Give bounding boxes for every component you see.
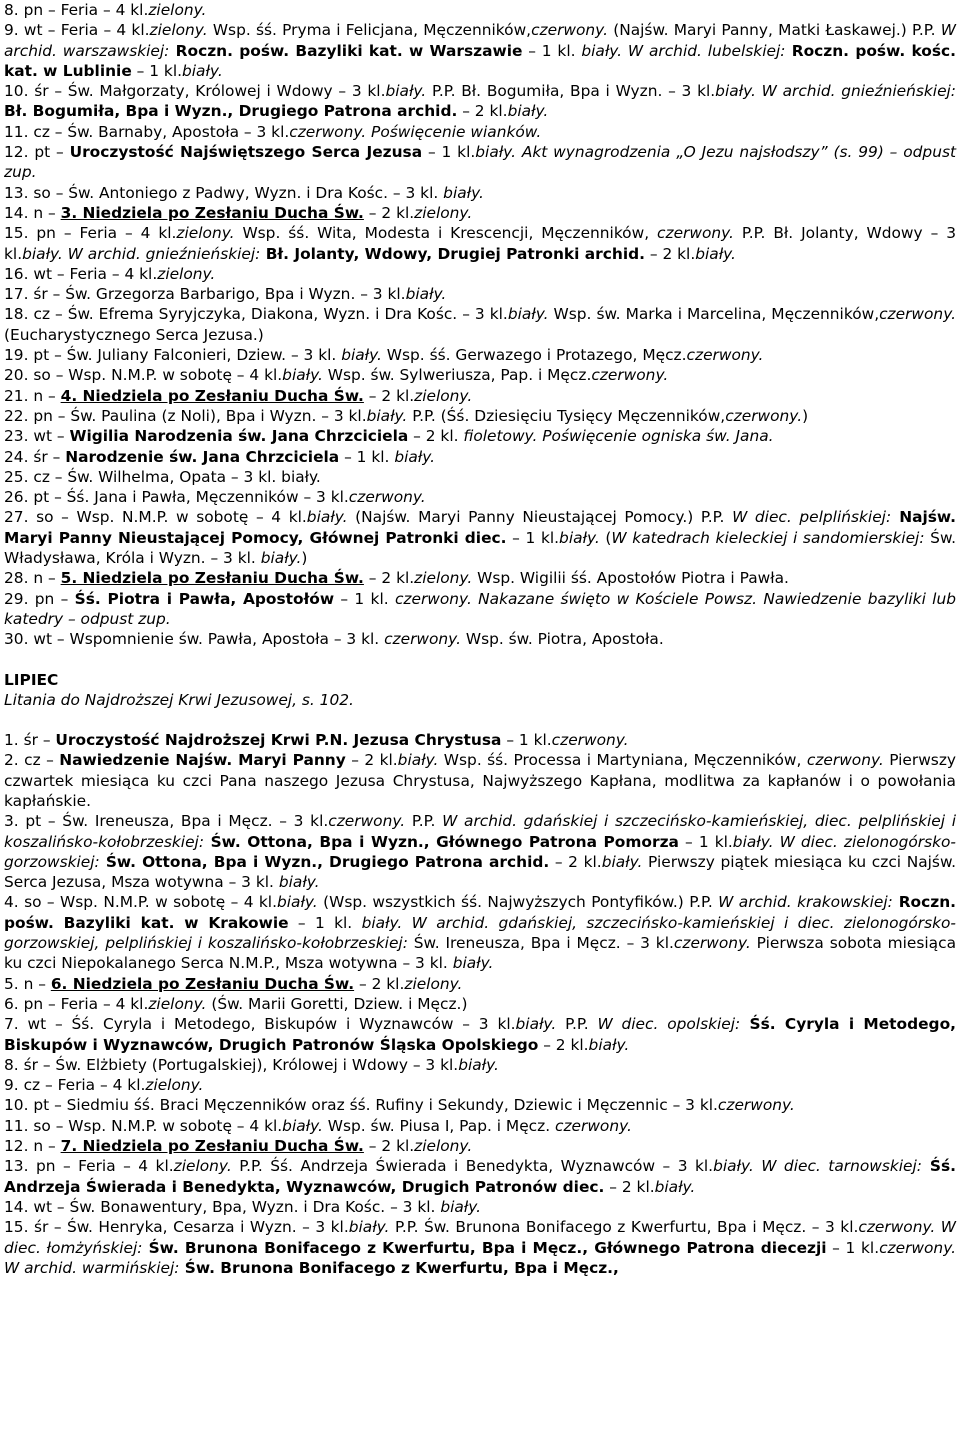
entry-text: 2. cz – [4,751,60,770]
calendar-entry [4,568,956,588]
entry-text: 15. śr – Św. Henryka, Cesarza i Wyzn. – 3 kl. [4,1218,349,1237]
entry-text: biały. [452,954,494,973]
entry-text: Św. Ireneusza, Bpa i Męcz. – 3 kl. [407,934,674,953]
entry-text: 6. pn – Feria – 4 kl. [4,994,149,1013]
entry-text: Wsp. Wigilii śś. Apostołów Piotra i Pawła. [472,569,789,588]
entry-text: ) [802,406,809,425]
entry-text: czerwony. [348,488,426,507]
entry-text: czerwony. Nakazane święto w Kościele Powsz. Nawiedzenie bazyliki lub katedry – odpust zup. [4,589,956,628]
entry-text: P.P. [556,1015,598,1034]
entry-text: zielony. [148,1,207,19]
entry-text: 10. pt – Siedmiu śś. Braci Męczenników oraz śś. Rufiny i Sekundy, Dziewic i Męczennic – 3 kl. [4,1096,718,1115]
spacer [4,710,956,730]
spacer [4,650,956,670]
entry-text: Najśw. Maryi Panny Nieustającej Pomocy, Głównej Patronki diec. [4,508,957,547]
entry-text: 26. pt – Śś. Jana i Pawła, Męczenników – 3 kl. [4,488,349,507]
calendar-entry [4,264,956,284]
entry-text: biały. [282,366,323,385]
entry-text: 3. pt – Św. Ireneusza, Bpa i Męcz. – 3 kl. [4,812,329,831]
entry-text: ) [301,549,308,568]
calendar-entry [4,122,956,142]
entry-text: – 1 kl. [422,143,476,162]
entry-text: 13. so – Św. Antoniego z Padwy, Wyzn. i Dra Kośc. – 3 kl. [4,183,444,202]
entry-text: 20. so – Wsp. N.M.P. w sobotę – 4 kl. [4,366,283,385]
entry-text: 3. Niedziela po Zesłaniu Ducha Św. [60,203,364,222]
entry-text: biały. [394,447,436,466]
entry-text: zielony. [148,994,207,1013]
entry-text: Św. Ottona, Bpa i Wyzn., Głównego Patrona Pomorza [204,832,679,851]
entry-text: biały. [443,183,484,202]
entry-text: – 1 kl. [506,528,560,547]
entry-text: zielony. [176,224,235,243]
calendar-entry [4,426,956,446]
entry-text: Pierwszy czwartek miesiąca ku czci Pana naszego Jezusa Chrystusa, Najwyższego Kapłana, modlitwa za kapłanów i o powołania kapłańskie. [4,751,957,810]
calendar-entry [4,183,956,203]
entry-text: biały. [348,1218,390,1237]
calendar-entry [4,892,956,973]
calendar-entry [4,406,956,426]
calendar-entry [4,20,956,81]
calendar-entry [4,994,956,1014]
entry-text: W archid. gdańskiej i szczecińsko-kamieńskiej, diec. pelplińskiej i koszalińsko-kołobrzeskiej: [4,812,957,851]
entry-text: P.P. [405,812,443,831]
entry-text: 7. Niedziela po Zesłaniu Ducha Św. [60,1137,364,1156]
entry-text: P.P. Śś. Andrzeja Świerada i Benedykta, Wyznawców – 3 kl. [231,1157,714,1176]
entry-text: Bł. Bogumiła, Bpa i Wyzn., Drugiego Patrona archid. [4,102,458,121]
entry-text: 19. pt – Św. Juliany Falconieri, Dziew. – 3 kl. [4,346,342,365]
calendar-entry [4,487,956,507]
entry-text: czerwony. [673,934,751,953]
calendar-entry [4,1197,956,1217]
entry-text: 8. pn – Feria – 4 kl. [4,1,149,19]
entry-text: zielony. [157,264,216,283]
entry-text: – 2 kl. [345,751,398,770]
entry-text: Św. Brunona Bonifacego z Kwerfurtu, Bpa i Męcz., Głównego Patrona diecezji [142,1238,827,1257]
entry-text: czerwony. W diec. łomżyńskiej: [4,1218,956,1257]
entry-text: 9. cz – Feria – 4 kl. [4,1076,146,1095]
entry-text: Śś. Piotra i Pawła, Apostołów [74,589,335,608]
calendar-entry [4,365,956,385]
entry-text: zielony. [149,21,208,40]
entry-text: biały. [182,61,223,80]
entry-text: czerwony. [879,305,956,324]
entry-text: Bł. Jolanty, Wdowy, Drugiej Patronki archid. [260,244,645,263]
entry-text: biały. [260,549,302,568]
entry-text: – 2 kl. [408,427,464,446]
calendar-entry [4,750,956,811]
entry-text: biały. W diec. tarnowskiej: [713,1157,922,1176]
entry-text: (Św. Marii Goretti, Dziew. i Męcz.) [206,994,468,1013]
entry-text: biały. [397,751,439,770]
entry-text: Narodzenie św. Jana Chrzciciela [65,447,340,466]
entry-text: biały. [306,508,348,527]
calendar-entry [4,467,956,487]
entry-text: czerwony. [555,1116,632,1135]
entry-text: W katedrach kieleckiej i sandomierskiej: [611,528,925,547]
entry-text: 23. wt – [4,427,70,446]
entry-text: biały. [507,305,549,324]
calendar-entry [4,1095,956,1115]
entry-text: ( [599,528,612,547]
entry-text: W archid. krakowskiej: [718,893,893,912]
calendar-entry [4,589,956,630]
entry-text: (Wsp. wszystkich śś. Najwyższych Pontyfików.) P.P. [317,893,719,912]
entry-text: W diec. pelplińskiej: [732,508,892,527]
entry-text: 5. n – [4,974,51,993]
entry-text: Św. Ottona, Bpa i Wyzn., Drugiego Patrona archid. [99,852,550,871]
entry-text: czerwony. [328,812,406,831]
entry-text: 14. n – [4,203,61,222]
entry-text: biały. [458,1055,499,1074]
entry-text: biały. W archid. lubelskiej: [581,41,786,60]
entry-text: biały. [654,1177,696,1196]
entry-text: zielony. [145,1076,204,1095]
entry-text: biały. [282,1116,323,1135]
calendar-entry [4,345,956,365]
entry-text: 27. so – Wsp. N.M.P. w sobotę – 4 kl. [4,508,307,527]
entry-text: biały. W diec. zielonogórsko-gorzowskiej: [4,832,956,871]
calendar-entry [4,1014,956,1055]
entry-text: Św. Brunona Bonifacego z Kwerfurtu, Bpa i Męcz., [179,1258,619,1277]
entry-text: biały. [695,244,736,263]
entry-text: – 1 kl. [678,832,733,851]
calendar-entry [4,974,956,994]
calendar-entry [4,142,956,183]
entry-text: 1. śr – [4,731,56,750]
entry-text: biały. W archid. gnieźnieńskiej: [715,82,956,101]
entry-text: – 2 kl. [538,1035,589,1054]
entry-text: P.P. Bł. Bogumiła, Bpa i Wyzn. – 3 kl. [426,82,716,101]
entry-text: biały. [588,1035,630,1054]
entry-text: czerwony. [531,21,608,40]
entry-text: 5. Niedziela po Zesłaniu Ducha Św. [60,569,364,588]
entry-text: czerwony. [725,406,803,425]
calendar-entry [4,730,956,750]
entry-text: biały. [440,1197,482,1216]
calendar-entry [4,0,956,20]
entry-text: 7. wt – Śś. Cyryla i Metodego, Biskupów i Wyznawców – 3 kl. [4,1015,516,1034]
entry-text: biały. Akt wynagrodzenia „O Jezu najsłodszy” (s. 99) – odpust zup. [4,143,957,182]
calendar-entry [4,304,956,345]
entry-text: W archid. warszawskiej: [4,21,956,60]
entry-text: czerwony. [686,346,764,365]
entry-text: 29. pn – [4,589,75,608]
entry-text: fioletowy. Poświęcenie ogniska św. Jana. [463,427,774,446]
calendar-entry [4,447,956,467]
litany-note: Litania do Najdroższej Krwi Jezusowej, s. 102. [4,690,354,709]
entry-text: biały. [405,285,447,304]
entry-text: Pierwsza sobota miesiąca ku czci Niepokalanego Serca N.M.P., Msza wotywna – 3 kl. [4,934,957,973]
entry-text: biały. [559,528,600,547]
entry-text: Uroczystość Najdroższej Krwi P.N. Jezusa Chrystusa [55,731,502,750]
entry-text: 21. n – [4,386,61,405]
entry-text: Wsp. śś. Wita, Modesta i Krescencji, Męczenników, [234,224,658,243]
entry-text: czerwony. [384,630,461,649]
entry-text: Roczn. pośw. Bazyliki kat. w Krakowie [4,893,957,932]
entry-text: biały. [385,82,427,101]
calendar-entry [4,1075,956,1095]
entry-text: P.P. Św. Brunona Bonifacego z Kwerfurtu, Bpa i Męcz. – 3 kl. [389,1218,859,1237]
calendar-entry [4,1136,956,1156]
entry-text: – 1 kl. [501,731,552,750]
july-calendar-list [4,730,956,1278]
entry-text: (Eucharystycznego Serca Jezusa.) [4,325,264,344]
entry-text: P.P. (Śś. Dziesięciu Tysięcy Męczenników, [407,406,726,425]
entry-text: biały. [515,1015,557,1034]
entry-text: 11. so – Wsp. N.M.P. w sobotę – 4 kl. [4,1116,283,1135]
calendar-entry [4,386,956,406]
entry-text: Wsp. św. Piusa I, Pap. i Męcz. [322,1116,555,1135]
entry-text: biały. [276,893,318,912]
entry-text: Wsp. śś. Pryma i Felicjana, Męczenników, [207,21,532,40]
entry-text: Nawiedzenie Najśw. Maryi Panny [59,751,346,770]
calendar-entry [4,629,956,649]
june-calendar-list [4,0,956,650]
entry-text: Śś. Andrzeja Świerada i Benedykta, Wyznawców, Drugich Patronów diec. [4,1157,957,1196]
entry-text: zielony. [414,1137,473,1156]
entry-text: Wsp. śś. Gerwazego i Protazego, Męcz. [381,346,687,365]
calendar-entry [4,507,956,568]
entry-text: 11. cz – Św. Barnaby, Apostoła – 3 kl. [4,122,290,141]
entry-text: 12. n – [4,1137,61,1156]
calendar-entry [4,1156,956,1197]
entry-text: 12. pt – [4,143,70,162]
entry-text: Wsp. św. Sylweriusza, Pap. i Męcz. [322,366,592,385]
entry-text: Pierwszy piątek miesiąca ku czci Najśw. Serca Jezusa, Msza wotywna – 3 kl. [4,852,957,892]
entry-text: – 2 kl. [363,203,415,222]
entry-text: – 1 kl. [522,41,582,60]
calendar-entry [4,1217,956,1278]
entry-text: – 1 kl. [288,913,362,932]
entry-text: Roczn. pośw. Bazyliki kat. w Warszawie [169,41,523,60]
entry-text: 13. pn – Feria – 4 kl. [4,1157,174,1176]
entry-text: 16. wt – Feria – 4 kl. [4,264,158,283]
entry-text: – 2 kl. [457,102,508,121]
entry-text: 14. wt – Św. Bonawentury, Bpa, Wyzn. i Dra Kośc. – 3 kl. [4,1197,441,1216]
calendar-entry [4,223,956,264]
entry-text: – 1 kl. [334,589,395,608]
entry-text: – 1 kl. [826,1238,880,1257]
entry-text: Wsp. św. Marka i Marcelina, Męczenników, [548,305,880,324]
entry-text: 18. cz – Św. Efrema Syryjczyka, Diakona, Wyzn. i Dra Kośc. – 3 kl. [4,305,508,324]
entry-text: biały. [341,346,382,365]
entry-text: zielony. [404,974,463,993]
entry-text: – 2 kl. [363,386,415,405]
entry-text: 10. śr – Św. Małgorzaty, Królowej i Wdowy – 3 kl. [4,82,386,101]
entry-text: 25. cz – Św. Wilhelma, Opata – 3 kl. biały. [4,467,321,486]
month-heading-july: LIPIEC [4,670,59,689]
entry-text: 9. wt – Feria – 4 kl. [4,21,150,40]
entry-text: zielony. [414,386,473,405]
entry-text: 6. Niedziela po Zesłaniu Ducha Św. [50,974,355,993]
entry-text: 28. n – [4,569,61,588]
entry-text: biały. [278,873,320,892]
entry-text: – 2 kl. [354,974,405,993]
entry-text: – 1 kl. [131,61,183,80]
calendar-entry [4,203,956,223]
entry-text: czerwony. Poświęcenie wianków. [289,122,542,141]
entry-text: (Najśw. Maryi Panny Nieustającej Pomocy.) P.P. [347,508,733,527]
entry-text: Wigilia Narodzenia św. Jana Chrzciciela [69,427,409,446]
entry-text: biały. [366,406,408,425]
entry-text: W diec. opolskiej: [597,1015,741,1034]
calendar-entry [4,284,956,304]
calendar-entry [4,1055,956,1075]
entry-text: biały. W archid. gnieźnieńskiej: [22,244,261,263]
entry-text: – 2 kl. [363,569,415,588]
entry-text: – 2 kl. [363,1137,415,1156]
entry-text: – 1 kl. [339,447,395,466]
entry-text: 17. śr – Św. Grzegorza Barbarigo, Bpa i Wyzn. – 3 kl. [4,285,406,304]
entry-text: Roczn. pośw. kośc. kat. w Lublinie [4,41,956,80]
entry-text: Uroczystość Najświętszego Serca Jezusa [69,143,423,162]
entry-text: Św. Władysława, Króla i Wyzn. – 3 kl. [4,528,957,568]
calendar-entry [4,81,956,122]
entry-text: biały. W archid. gdańskiej, szczecińsko-kamieńskiej i diec. zielonogórsko-gorzowskiej, pelplińskiej i koszalińsko-kołobrzeskiej: [4,913,956,953]
entry-text: zielony. [414,203,473,222]
entry-text: 24. śr – [4,447,66,466]
entry-text: 8. śr – Św. Elżbiety (Portugalskiej), Królowej i Wdowy – 3 kl. [4,1055,459,1074]
entry-text: – 2 kl. [644,244,696,263]
entry-text: 30. wt – Wspomnienie św. Pawła, Apostoła – 3 kl. [4,630,385,649]
entry-text: 4. so – Wsp. N.M.P. w sobotę – 4 kl. [4,893,277,912]
entry-text: – 2 kl. [549,852,602,871]
entry-text: Wsp. śś. Processa i Martyniana, Męczenników, [438,751,807,770]
entry-text: Śś. Cyryla i Metodego, Biskupów i Wyznawców, Drugich Patronów Śląska Opolskiego [4,1015,956,1054]
entry-text: czerwony. [657,224,734,243]
entry-text: – 2 kl. [604,1177,655,1196]
entry-text: czerwony. [806,751,884,770]
entry-text: 4. Niedziela po Zesłaniu Ducha Św. [60,386,364,405]
entry-text: (Najśw. Maryi Panny, Matki Łaskawej.) P.P. [607,21,941,40]
entry-text: zielony. [173,1157,232,1176]
entry-text: czerwony. [717,1096,795,1115]
entry-text: zielony. [414,569,473,588]
calendar-entry [4,811,956,892]
entry-text: P.P. Bł. Jolanty, Wdowy – 3 kl. [4,224,956,263]
entry-text: czerwony. W archid. warmińskiej: [4,1238,956,1277]
entry-text: biały. [507,102,549,121]
entry-text: 15. pn – Feria – 4 kl. [4,224,177,243]
entry-text: czerwony. [591,366,669,385]
entry-text: Wsp. św. Piotra, Apostoła. [460,630,664,649]
entry-text: czerwony. [551,731,629,750]
calendar-entry [4,1116,956,1136]
entry-text: 22. pn – Św. Paulina (z Noli), Bpa i Wyzn. – 3 kl. [4,406,367,425]
entry-text: biały. [601,852,643,871]
